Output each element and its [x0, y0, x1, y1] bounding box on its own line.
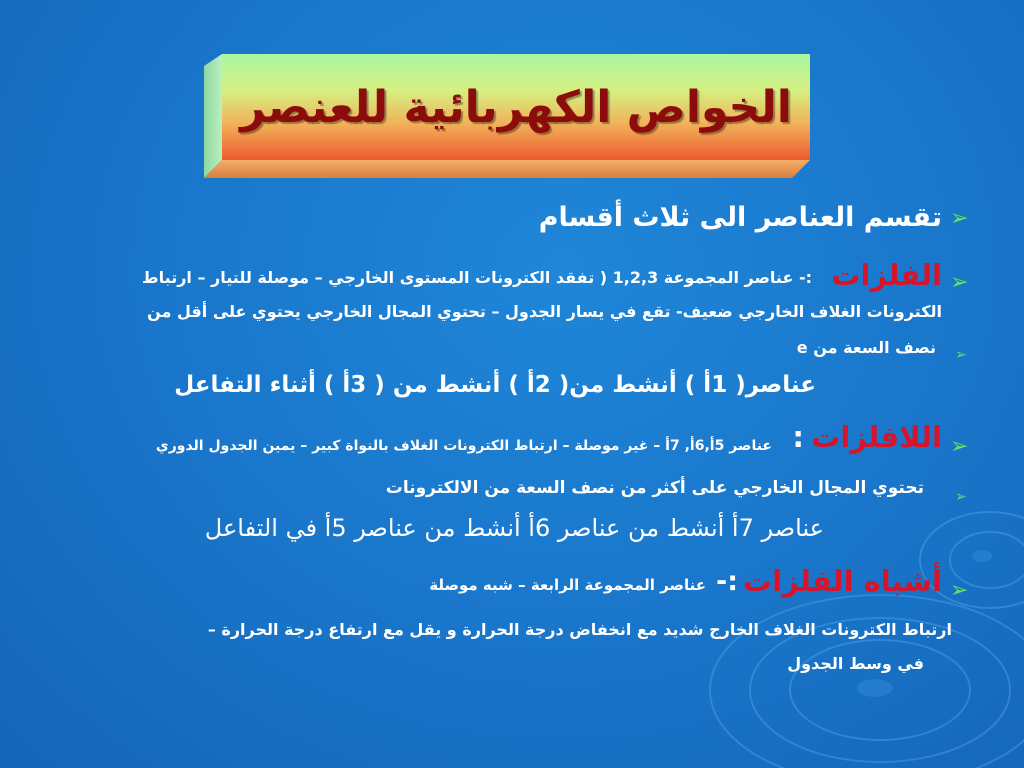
sub-bullet-icon: ➢ [955, 489, 967, 505]
nonmetals-sub-text: تحتوي المجال الخارجي على أكثر من نصف السعة من الالكترونات [385, 478, 924, 498]
intro-text: تقسم العناصر الى ثلاث أقسام [538, 202, 942, 233]
metalloids-label: أشباه الفلزات [742, 564, 942, 598]
nonmetals-colon: : [792, 420, 804, 454]
bullet-icon: ➢ [950, 578, 969, 603]
nonmetals-activity: عناصر 7أ أنشط من عناصر 6أ أنشط من عناصر 5أ في التفاعل [204, 514, 824, 542]
bullet-icon: ➢ [950, 206, 969, 231]
metalloids-colon: :- [715, 566, 738, 597]
metals-activity: عناصر( 1أ ) أنشط من( 2أ ) أنشط من ( 3أ ) أثناء التفاعل [174, 372, 816, 398]
bullet-icon: ➢ [950, 434, 969, 459]
page-title: الخواص الكهربائية للعنصر [240, 81, 792, 133]
metals-line-2: الكترونات الغلاف الخارجي ضعيف- تقع في يسار الجدول – تحتوي المجال الخارجي يحتوي على أقل من [147, 302, 942, 321]
metals-label: الفلزات [831, 258, 942, 292]
nonmetals-label: اللافلزات [811, 420, 942, 454]
metalloids-line-3: في وسط الجدول [787, 654, 924, 673]
metals-sub-text: نصف السعة من e [796, 338, 936, 357]
metals-line-1: :- عناصر المجموعة 1,2,3 ( تفقد الكترونات المستوى الخارجي – موصلة للتيار – ارتباط [142, 268, 812, 287]
bullet-icon: ➢ [950, 270, 969, 295]
title-bevel-bottom [204, 160, 810, 178]
metalloids-line-1: عناصر المجموعة الرابعة – شبه موصلة [429, 576, 706, 594]
metalloids-line-2: ارتباط الكترونات الغلاف الخارج شديد مع انخفاض درجة الحرارة و يقل مع ارتفاع درجة الحرارة – [207, 620, 952, 639]
nonmetals-line-1: عناصر 5أ,6أ, 7أ – غير موصلة – ارتباط الكترونات الغلاف بالنواة كبير – يمين الجدول الدوري [155, 438, 772, 454]
title-banner [204, 54, 810, 178]
sub-bullet-icon: ➢ [955, 347, 967, 363]
title-bevel-left [204, 54, 222, 178]
title-box [222, 54, 810, 160]
